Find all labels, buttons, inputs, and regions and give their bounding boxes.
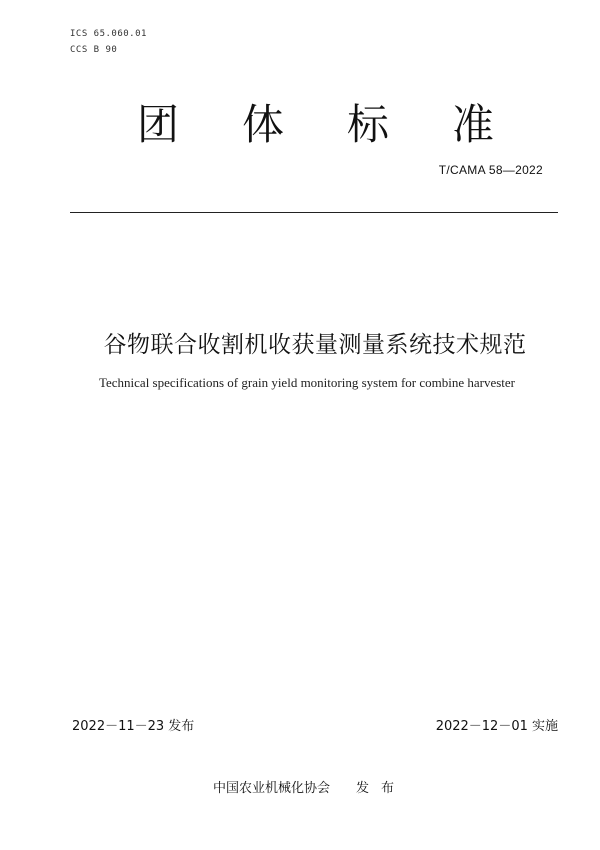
document-type-char: 团 — [137, 100, 180, 149]
document-type-heading — [0, 100, 600, 150]
ics-code: ICS 65.060.01 — [70, 29, 147, 39]
publisher-line — [213, 777, 406, 796]
standard-number: T/CAMA 58—2022 — [438, 163, 543, 177]
implementation-date: 2022－12－01 实施 — [435, 719, 558, 734]
title-english: Technical specifications of grain yield monitoring system for combine harvester — [98, 375, 516, 390]
publisher-name: 中国农业机械化协会 — [213, 781, 331, 796]
publish-date: 2022－11－23 发布 — [72, 719, 195, 734]
ccs-code: CCS B 90 — [70, 45, 118, 55]
publisher-verb: 发布 — [356, 781, 407, 796]
document-type-char: 标 — [347, 100, 390, 149]
header-divider — [70, 212, 558, 213]
document-type-char: 体 — [242, 100, 285, 149]
title-chinese: 谷物联合收割机收获量测量系统技术规范 — [103, 332, 527, 358]
document-type-char: 准 — [452, 100, 495, 149]
